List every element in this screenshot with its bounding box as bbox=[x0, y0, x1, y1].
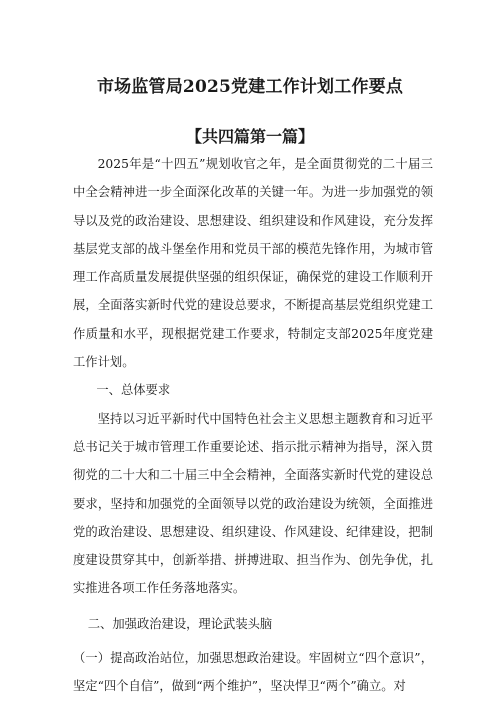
document-body bbox=[73, 150, 433, 701]
section-heading-general: 一、总体要求 bbox=[96, 383, 171, 398]
document-title: 市场监管局2025党建工作计划工作要点 bbox=[96, 77, 404, 97]
subsection-paragraph: （一）提高政治站位，加强思想政治建设。牢固树立“四个意识”，坚定“四个自信”，做到“两个维护”，坚决悍卫“两个”确立。对 bbox=[73, 651, 433, 694]
intro-paragraph: 2025年是“十四五”规划收官之年，是全面贯彻党的二十届三中全会精神进一步全面深化改革的关键一年。为进一步加强党的领导以及党的政治建设、思想建设、组织建设和作风建设，充分发挥基层党支部的战斗堡垒作用和党员干部的模范先锋作用，为城市管理工作高质量发展提供坚强的组织保证，确保党的建设工作顺利开展，全面落实新时代党的建设总要求，不断提高基层党组织党建工作质量和水平，现根据党建工作要求，特制定支部2025年度党建工作计划。 bbox=[73, 157, 433, 370]
general-requirements-paragraph: 坚持以习近平新时代中国特色社会主义思想主题教育和习近平总书记关于城市管理工作重要论述、指示批示精神为指导，深入贯彻党的二十大和二十届三中全会精神，全面落实新时代党的建设总要求，坚持和加强党的全面领导以党的政治建设为统领，全面推进党的政治建设、思想建设、组织建设、作风建设、纪律建设，把制度建设贯穿其中，创新举措、拼搏进取、担当作为、创先争优，扎实推进各项工作任务落地落实。 bbox=[73, 411, 433, 596]
document-subtitle: 【共四篇第一篇】 bbox=[185, 127, 314, 146]
section-heading-political: 二、加强政治建设，理论武装头脑 bbox=[87, 616, 273, 631]
